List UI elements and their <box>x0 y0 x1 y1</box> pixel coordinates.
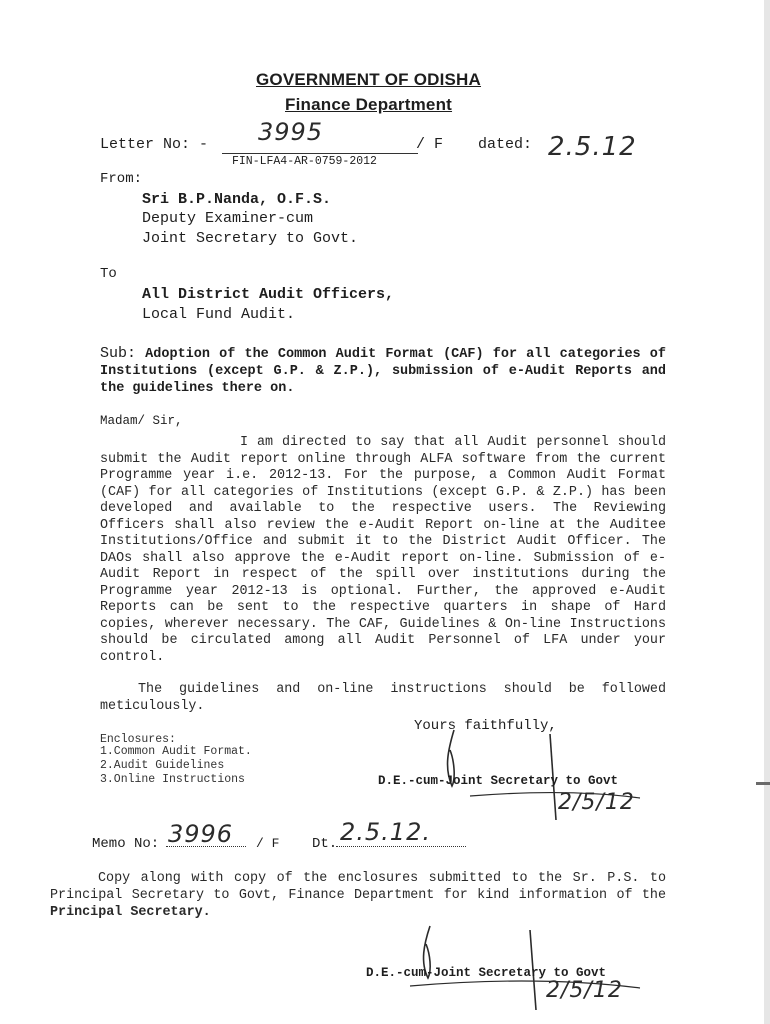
from-label: From: <box>100 171 143 187</box>
enclosure-item: 2.Audit Guidelines <box>100 759 225 772</box>
addressee-office: Local Fund Audit. <box>142 306 296 323</box>
closing: Yours faithfully, <box>414 718 557 734</box>
government-heading: GOVERNMENT OF ODISHA <box>256 70 482 89</box>
scan-edge-mark <box>756 782 770 785</box>
memo-no-handwritten: 3996 <box>168 820 234 848</box>
memo-dt-label: Dt. <box>312 836 338 852</box>
letter-no-label: Letter No: - <box>100 136 209 153</box>
memo-no-dotted-line <box>166 846 246 847</box>
dated-label: dated: <box>478 136 533 153</box>
memo-date-dotted-line <box>336 846 466 847</box>
dated-handwritten: 2.5.12 <box>548 132 637 162</box>
subject-block <box>100 345 666 397</box>
letter-suffix: / F <box>416 136 444 153</box>
signature-2-title: D.E.-cum-Joint Secretary to Govt <box>366 966 607 980</box>
sender-name: Sri B.P.Nanda, O.F.S. <box>142 191 332 208</box>
letter-no-underline <box>222 153 418 154</box>
signature-1-date-handwritten: 2/5/12 <box>558 790 635 815</box>
enclosure-item: 3.Online Instructions <box>100 773 245 786</box>
scan-edge <box>764 0 770 1024</box>
subject-text: Adoption of the Common Audit Format (CAF) for all categories of Institutions (except G.P. & Z.P.), submission of e-Audit Reports and the guidelines there on. <box>100 347 666 396</box>
subject-label: Sub: <box>100 345 137 362</box>
copy-paragraph <box>50 870 666 921</box>
enclosures-label: Enclosures: <box>100 733 176 746</box>
sender-designation-2: Joint Secretary to Govt. <box>142 230 359 247</box>
to-label: To <box>100 266 117 282</box>
salutation: Madam/ Sir, <box>100 414 183 428</box>
memo-suffix: / F <box>256 836 280 851</box>
signature-1-title: D.E.-cum-Joint Secretary to Govt <box>378 774 619 788</box>
signature-2-date-handwritten: 2/5/12 <box>546 978 623 1003</box>
memo-date-handwritten: 2.5.12. <box>340 818 431 846</box>
file-reference: FIN-LFA4-AR-0759-2012 <box>232 155 377 168</box>
sender-designation-1: Deputy Examiner-cum <box>142 210 314 227</box>
department-heading: Finance Department <box>285 95 453 114</box>
addressee: All District Audit Officers, <box>142 286 395 303</box>
copy-text: Copy along with copy of the enclosures submitted to the Sr. P.S. to Principal Secretary to Govt, Finance Department for kind information of the <box>50 871 666 903</box>
copy-recipient: Principal Secretary. <box>50 905 211 920</box>
letter-no-handwritten: 3995 <box>258 118 324 146</box>
memo-label: Memo No: <box>92 836 160 852</box>
body-paragraph-1: I am directed to say that all Audit personnel should submit the Audit report online through ALFA software from the current Programme year i.e. 2012-13. For the purpose, a Common Audit Format (CAF) for all categories of Institutions (except G.P. & Z.P.) has been developed and available to the respective users. The Reviewing Officers shall also review the e-Audit Report on-line at the Auditee Institutions/Office and submit it to the District Audit Officer. The DAOs shall also approve the e-Audit report on-line. Submission of e-Audit Report in respect of the spill over institutions during the Programme year 2012-13 is optional. Further, the approved e-Audit Reports can be sent to the respective quarters in shape of Hard copies, wherever necessary. The CAF, Guidelines & On-line Instructions should be circulated among all Audit Personnel of LFA under your control. <box>100 435 666 665</box>
enclosure-item: 1.Common Audit Format. <box>100 745 252 758</box>
body-paragraph-2: The guidelines and on-line instructions should be followed meticulously. <box>100 682 666 714</box>
